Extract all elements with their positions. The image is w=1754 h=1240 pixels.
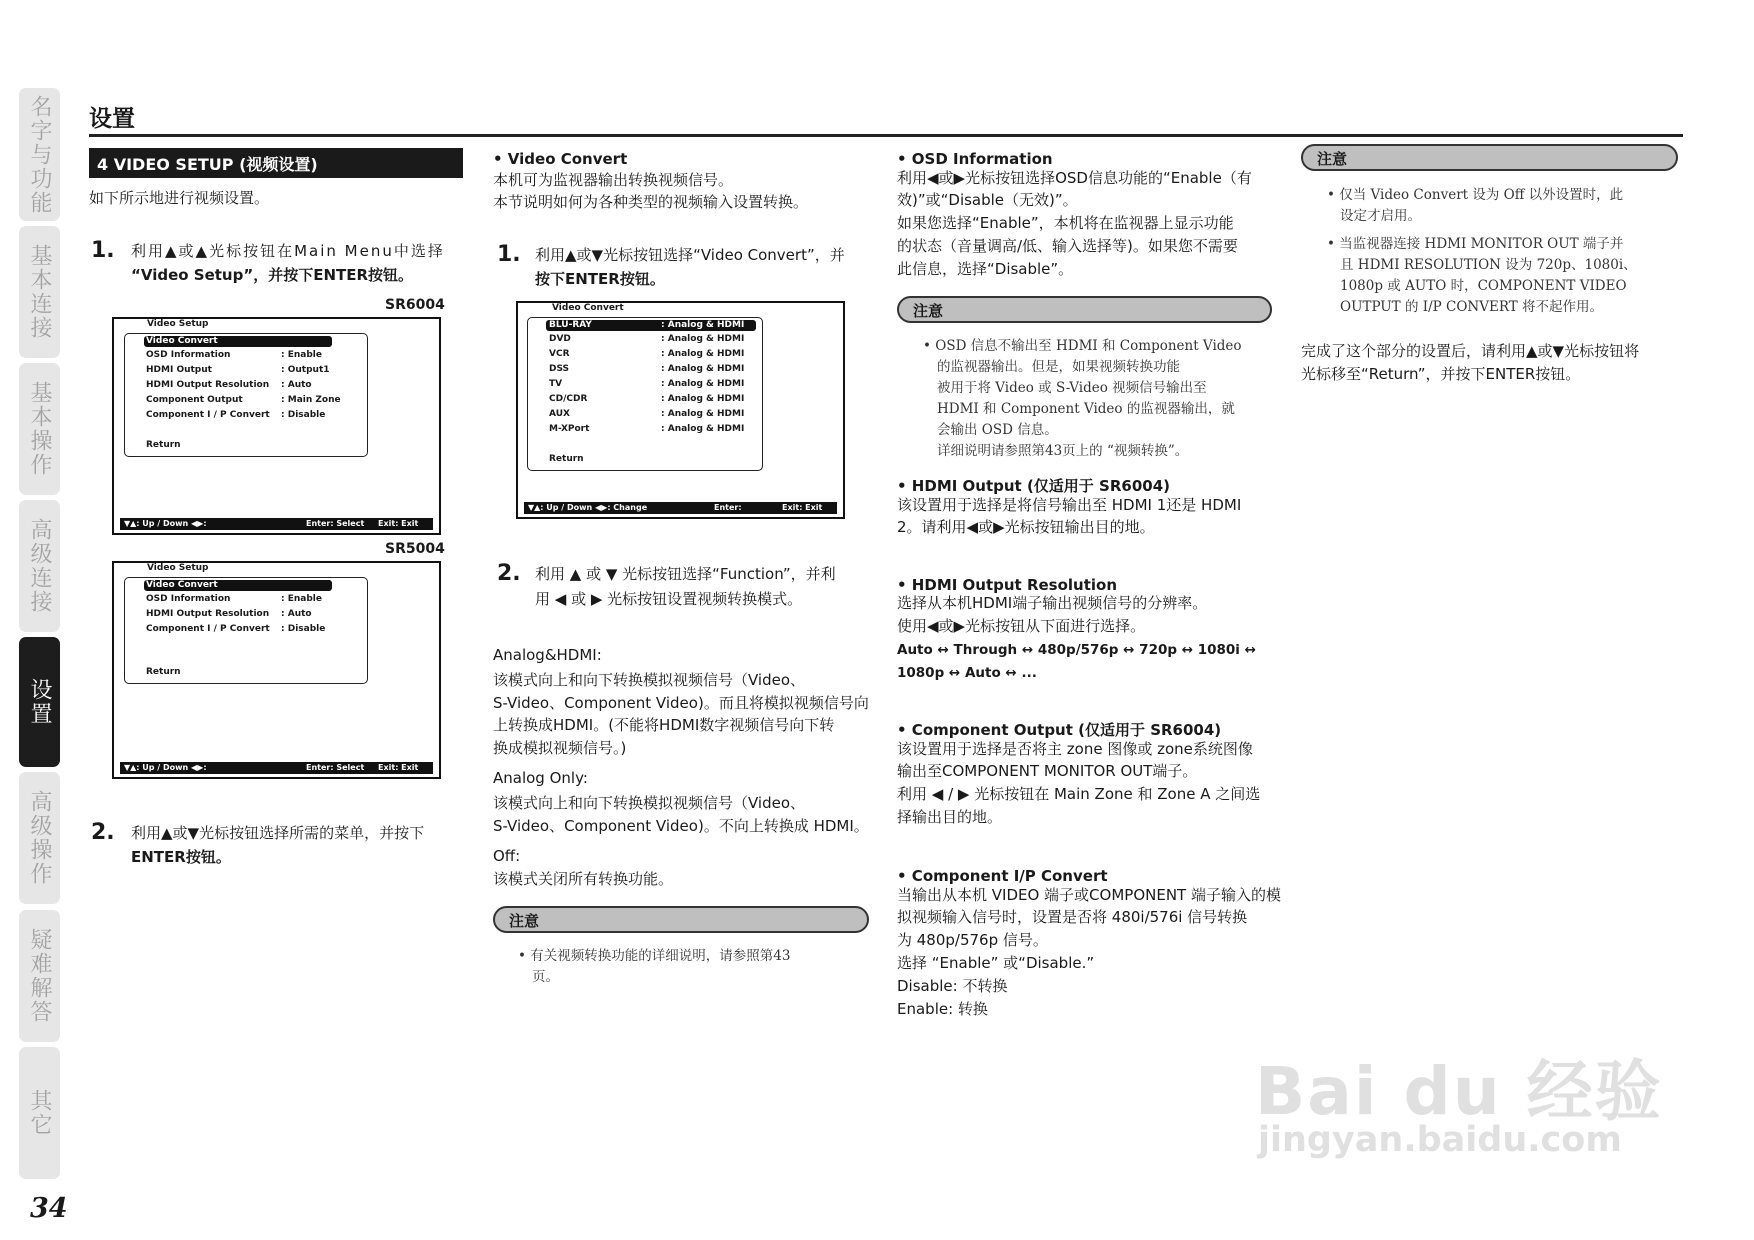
osd-footer bbox=[120, 762, 433, 774]
osd-footer-enter: Enter: Select bbox=[306, 763, 365, 772]
osd-selected-label: BLU-RAY bbox=[549, 320, 592, 330]
mode-heading: Analog&HDMI: bbox=[493, 646, 602, 664]
osd-row-value: : Disable bbox=[281, 410, 326, 420]
paragraph: 换成模拟视频信号。) bbox=[493, 739, 627, 757]
paragraph: 2。请利用◀或▶光标按钮输出目的地。 bbox=[897, 518, 1155, 536]
title-rule bbox=[89, 134, 1683, 137]
step-text: 利用▲或▼光标按钮选择“Video Convert”，并 bbox=[535, 246, 845, 264]
osd-screen-sr5004 bbox=[112, 561, 441, 779]
intro-text: 如下所示地进行视频设置。 bbox=[89, 189, 270, 207]
step-text: 按下ENTER按钮。 bbox=[535, 270, 665, 288]
note-text: • 仅当 Video Convert 设为 Off 以外设置时，此 bbox=[1327, 187, 1624, 203]
paragraph: 利用◀或▶光标按钮选择OSD信息功能的“Enable（有 bbox=[897, 169, 1252, 187]
osd-row-value: : Auto bbox=[281, 609, 312, 619]
paragraph: 该模式向上和向下转换模拟视频信号（Video、 bbox=[493, 671, 806, 689]
osd-row-label: TV bbox=[549, 379, 563, 389]
osd-row-label: M-XPort bbox=[549, 424, 590, 434]
osd-row-label: Component I / P Convert bbox=[146, 410, 270, 420]
paragraph: 本机可为监视器输出转换视频信号。 bbox=[493, 171, 734, 189]
page-number: 34 bbox=[30, 1193, 68, 1224]
model-label: SR6004 bbox=[385, 297, 445, 313]
tab-basic-operation[interactable] bbox=[19, 363, 60, 495]
paragraph: 该模式关闭所有转换功能。 bbox=[493, 870, 674, 888]
section-heading-hdmi-resolution: • HDMI Output Resolution bbox=[897, 576, 1118, 594]
step-text: 用 ◀ 或 ▶ 光标按钮设置视频转换模式。 bbox=[535, 590, 803, 608]
osd-selected-label: Video Convert bbox=[146, 580, 218, 590]
tab-label: 名字与功能 bbox=[27, 94, 52, 215]
osd-return: Return bbox=[146, 440, 181, 450]
note-text: 设定才启用。 bbox=[1340, 208, 1421, 224]
note-label: 注意 bbox=[1317, 150, 1348, 168]
paragraph: 完成了这个部分的设置后，请利用▲或▼光标按钮将 bbox=[1301, 342, 1640, 360]
note-bar bbox=[493, 906, 869, 933]
note-bar bbox=[1301, 144, 1678, 171]
osd-footer bbox=[120, 518, 433, 530]
tab-basic-connection[interactable] bbox=[19, 226, 60, 358]
osd-row-label: HDMI Output bbox=[146, 365, 212, 375]
osd-footer-nav: ▼▲: Up / Down ◀▶: bbox=[124, 519, 207, 528]
osd-row-value: : Analog & HDMI bbox=[661, 394, 745, 404]
osd-selected-row bbox=[546, 320, 756, 331]
osd-footer-enter: Enter: Select bbox=[306, 519, 365, 528]
paragraph: 此信息，选择“Disable”。 bbox=[897, 260, 1074, 278]
tab-label: 疑难解答 bbox=[27, 928, 52, 1024]
note-text: 被用于将 Video 或 S-Video 视频信号输出至 bbox=[937, 380, 1207, 396]
step-number: 2. bbox=[497, 561, 521, 586]
note-text: 1080p 或 AUTO 时，COMPONENT VIDEO bbox=[1340, 278, 1627, 294]
paragraph: 效)”或“Disable（无效)”。 bbox=[897, 191, 1078, 209]
osd-row-value: : Enable bbox=[281, 350, 322, 360]
paragraph: 当输出从本机 VIDEO 端子或COMPONENT 端子输入的模 bbox=[897, 886, 1281, 904]
osd-row-value: : Analog & HDMI bbox=[661, 379, 745, 389]
osd-screen-sr6004 bbox=[112, 317, 441, 535]
resolution-cycle: 1080p ↔ Auto ↔ ... bbox=[897, 665, 1037, 681]
section-heading-hdmi-output: • HDMI Output (仅适用于 SR6004) bbox=[897, 477, 1170, 495]
paragraph: 上转换成HDMI。(不能将HDMI数字视频信号向下转 bbox=[493, 716, 835, 734]
paragraph: 该设置用于选择是将信号输出至 HDMI 1还是 HDMI bbox=[897, 496, 1242, 514]
osd-selected-row bbox=[144, 336, 332, 347]
paragraph: S-Video、Component Video)。而且将模拟视频信号向 bbox=[493, 694, 869, 712]
tab-label: 其它 bbox=[27, 1089, 52, 1137]
osd-row-value: : Output1 bbox=[281, 365, 330, 375]
osd-title: Video Setup bbox=[147, 563, 209, 573]
note-text: 页。 bbox=[532, 969, 559, 985]
paragraph: 拟视频输入信号时，设置是否将 480i/576i 信号转换 bbox=[897, 908, 1248, 926]
note-text: HDMI 和 Component Video 的监视器输出，就 bbox=[937, 401, 1235, 417]
osd-row-label: DVD bbox=[549, 334, 571, 344]
osd-row-label: OSD Information bbox=[146, 594, 231, 604]
note-bar bbox=[897, 296, 1272, 323]
paragraph: 该设置用于选择是否将主 zone 图像或 zone系统图像 bbox=[897, 740, 1253, 758]
osd-row-label: VCR bbox=[549, 349, 570, 359]
osd-row-value: : Analog & HDMI bbox=[661, 349, 745, 359]
section-heading-osd-information: • OSD Information bbox=[897, 150, 1053, 168]
watermark-url: jingyan.baidu.com bbox=[1258, 1120, 1622, 1160]
paragraph: 择输出目的地。 bbox=[897, 808, 1003, 826]
tab-setup[interactable] bbox=[19, 637, 60, 767]
paragraph: 使用◀或▶光标按钮从下面进行选择。 bbox=[897, 617, 1146, 635]
note-text: • OSD 信息不输出至 HDMI 和 Component Video bbox=[923, 338, 1242, 354]
osd-row-label: OSD Information bbox=[146, 350, 231, 360]
watermark-logo: Bai du 经验 bbox=[1255, 1053, 1663, 1130]
paragraph: 的状态（音量调高/低、输入选择等)。如果您不需要 bbox=[897, 237, 1238, 255]
note-text: • 当监视器连接 HDMI MONITOR OUT 端子并 bbox=[1327, 236, 1624, 252]
mode-heading: Analog Only: bbox=[493, 769, 588, 787]
step-text: 利用▲或▼光标按钮选择所需的菜单，并按下 bbox=[131, 824, 425, 842]
osd-row-label: HDMI Output Resolution bbox=[146, 609, 270, 619]
osd-footer-enter: Enter: bbox=[714, 503, 742, 512]
step-number: 2. bbox=[91, 820, 115, 845]
osd-row-label: HDMI Output Resolution bbox=[146, 380, 270, 390]
osd-footer bbox=[524, 502, 837, 514]
osd-row-value: : Analog & HDMI bbox=[661, 424, 745, 434]
tab-label: 高级操作 bbox=[27, 790, 52, 886]
note-text: 会输出 OSD 信息。 bbox=[937, 422, 1058, 438]
note-text: 的监视器输出。但是，如果视频转换功能 bbox=[937, 359, 1180, 375]
step-number: 1. bbox=[497, 242, 521, 267]
section-heading: 4 VIDEO SETUP (视频设置) bbox=[89, 148, 463, 178]
note-text: OUTPUT 的 I/P CONVERT 将不起作用。 bbox=[1340, 299, 1604, 315]
step-text: “Video Setup”，并按下ENTER按钮。 bbox=[131, 266, 414, 284]
resolution-cycle: Auto ↔ Through ↔ 480p/576p ↔ 720p ↔ 1080i ↔ bbox=[897, 642, 1256, 658]
osd-menu-box bbox=[527, 317, 763, 471]
step-number: 1. bbox=[91, 238, 115, 263]
osd-title: Video Convert bbox=[552, 303, 624, 313]
osd-footer-exit: Exit: Exit bbox=[782, 503, 823, 512]
osd-return: Return bbox=[549, 454, 584, 464]
osd-row-label: DSS bbox=[549, 364, 570, 374]
paragraph: S-Video、Component Video)。不向上转换成 HDMI。 bbox=[493, 817, 869, 835]
osd-screen-video-convert bbox=[516, 301, 845, 519]
osd-selected-value: : Analog & HDMI bbox=[661, 320, 745, 330]
paragraph: Enable: 转换 bbox=[897, 1000, 988, 1018]
tab-advanced-operation[interactable] bbox=[19, 772, 60, 904]
section-heading-component-ip-convert: • Component I/P Convert bbox=[897, 867, 1108, 885]
paragraph: 选择 “Enable” 或“Disable.” bbox=[897, 954, 1095, 972]
note-text: 且 HDMI RESOLUTION 设为 720p、1080i、 bbox=[1340, 257, 1637, 273]
osd-row-value: : Analog & HDMI bbox=[661, 364, 745, 374]
osd-row-value: : Disable bbox=[281, 624, 326, 634]
tab-label: 基本连接 bbox=[27, 244, 52, 340]
mode-heading: Off: bbox=[493, 847, 521, 865]
osd-menu-box bbox=[124, 577, 368, 684]
osd-row-value: : Main Zone bbox=[281, 395, 341, 405]
osd-selected-row bbox=[144, 580, 332, 591]
paragraph: 如果您选择“Enable”，本机将在监视器上显示功能 bbox=[897, 214, 1234, 232]
section-heading-component-output: • Component Output (仅适用于 SR6004) bbox=[897, 721, 1222, 739]
osd-row-value: : Auto bbox=[281, 380, 312, 390]
tab-label: 基本操作 bbox=[27, 381, 52, 477]
step-text: 利用▲或▲光标按钮在Main Menu中选择 bbox=[131, 242, 445, 260]
section-heading-video-convert: • Video Convert bbox=[493, 150, 628, 168]
paragraph: 该模式向上和向下转换模拟视频信号（Video、 bbox=[493, 794, 806, 812]
note-text: 详细说明请参照第43页上的 “视频转换”。 bbox=[937, 443, 1189, 459]
tab-label: 设置 bbox=[27, 678, 52, 726]
paragraph: Disable: 不转换 bbox=[897, 977, 1008, 995]
osd-footer-exit: Exit: Exit bbox=[378, 763, 419, 772]
tab-other[interactable] bbox=[19, 1047, 60, 1179]
page-title: 设置 bbox=[89, 106, 135, 132]
osd-row-value: : Enable bbox=[281, 594, 322, 604]
osd-selected-label: Video Convert bbox=[146, 336, 218, 346]
osd-footer-nav: ▼▲: Up / Down ◀▶: Change bbox=[528, 503, 648, 512]
osd-return: Return bbox=[146, 667, 181, 677]
tab-names-functions[interactable] bbox=[19, 88, 60, 221]
osd-menu-box bbox=[124, 333, 368, 457]
step-text: ENTER按钮。 bbox=[131, 848, 231, 866]
paragraph: 光标移至“Return”，并按下ENTER按钮。 bbox=[1301, 365, 1581, 383]
osd-row-value: : Analog & HDMI bbox=[661, 409, 745, 419]
paragraph: 本节说明如何为各种类型的视频输入设置转换。 bbox=[493, 193, 809, 211]
tab-label: 高级连接 bbox=[27, 518, 52, 614]
osd-row-label: AUX bbox=[549, 409, 570, 419]
paragraph: 为 480p/576p 信号。 bbox=[897, 931, 1048, 949]
osd-row-label: Component I / P Convert bbox=[146, 624, 270, 634]
paragraph: 选择从本机HDMI端子输出视频信号的分辨率。 bbox=[897, 594, 1208, 612]
note-label: 注意 bbox=[509, 912, 540, 930]
osd-row-value: : Analog & HDMI bbox=[661, 334, 745, 344]
model-label: SR5004 bbox=[385, 541, 445, 557]
step-text: 利用 ▲ 或 ▼ 光标按钮选择“Function”，并利 bbox=[535, 565, 836, 583]
paragraph: 利用 ◀ / ▶ 光标按钮在 Main Zone 和 Zone A 之间选 bbox=[897, 785, 1261, 803]
osd-title: Video Setup bbox=[147, 319, 209, 329]
tab-advanced-connection[interactable] bbox=[19, 500, 60, 632]
osd-footer-nav: ▼▲: Up / Down ◀▶: bbox=[124, 763, 207, 772]
osd-row-label: Component Output bbox=[146, 395, 243, 405]
note-label: 注意 bbox=[913, 302, 944, 320]
note-text: • 有关视频转换功能的详细说明，请参照第43 bbox=[518, 948, 791, 964]
osd-footer-exit: Exit: Exit bbox=[378, 519, 419, 528]
osd-row-label: CD/CDR bbox=[549, 394, 588, 404]
tab-troubleshooting[interactable] bbox=[19, 910, 60, 1042]
paragraph: 输出至COMPONENT MONITOR OUT端子。 bbox=[897, 762, 1198, 780]
